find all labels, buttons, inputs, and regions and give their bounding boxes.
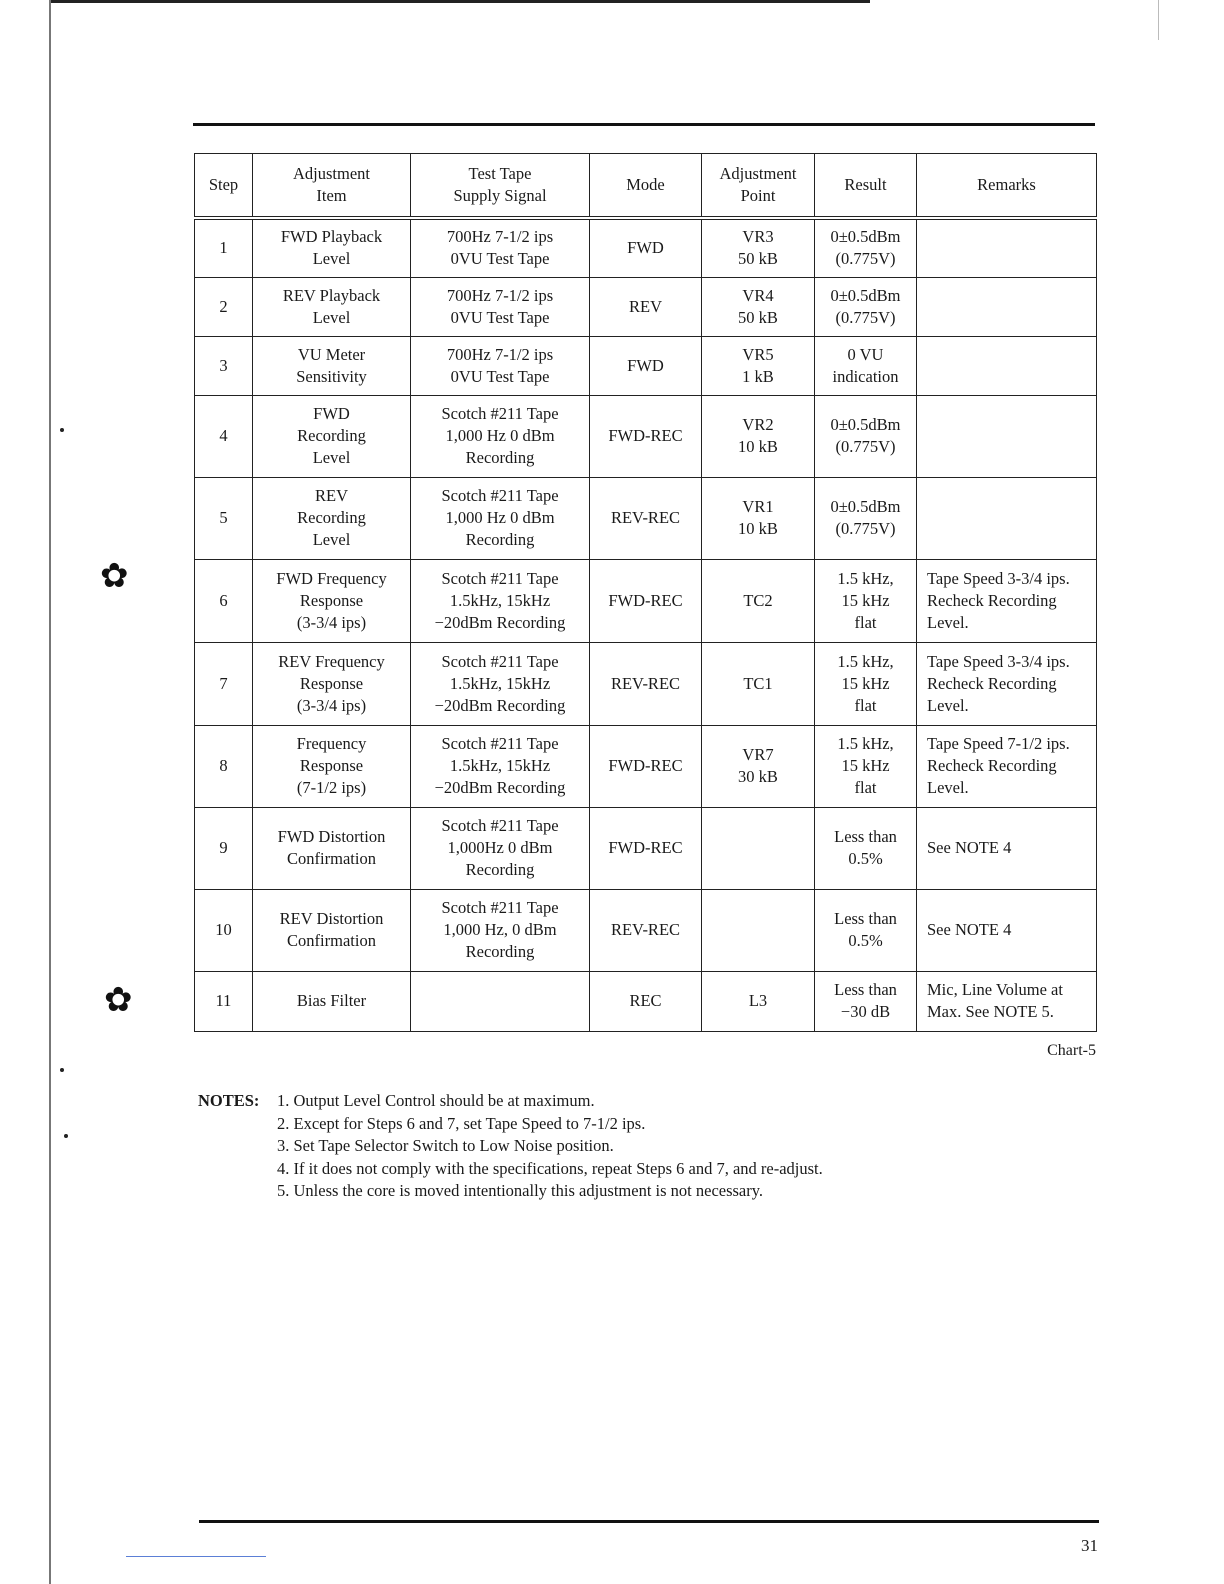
item-cell: REV Recording Level	[253, 477, 411, 559]
point-cell: VR3 50 kB	[702, 218, 815, 277]
result-cell: 1.5 kHz, 15 kHz flat	[815, 642, 917, 725]
mode-cell: FWD-REC	[590, 807, 702, 889]
page-number: 31	[1081, 1536, 1098, 1555]
remarks-cell: See NOTE 4	[917, 889, 1097, 971]
notes-list	[198, 1090, 823, 1203]
result-cell: Less than 0.5%	[815, 889, 917, 971]
signal-cell: 700Hz 7-1/2 ips 0VU Test Tape	[411, 336, 590, 395]
col-step-header: Step	[195, 154, 253, 219]
adjustment-chart	[194, 153, 1097, 1032]
remarks-cell: Tape Speed 3-3/4 ips. Recheck Recording Level.	[917, 559, 1097, 642]
result-cell: 1.5 kHz, 15 kHz flat	[815, 725, 917, 807]
item-cell: REV Playback Level	[253, 277, 411, 336]
remarks-cell	[917, 395, 1097, 477]
col-result-header: Result	[815, 154, 917, 219]
point-cell: VR1 10 kB	[702, 477, 815, 559]
col-point-header: Adjustment Point	[702, 154, 815, 219]
item-cell: REV Distortion Confirmation	[253, 889, 411, 971]
table-row	[195, 642, 1097, 725]
item-cell: REV Frequency Response (3-3/4 ips)	[253, 642, 411, 725]
step-cell: 5	[195, 477, 253, 559]
signal-cell: Scotch #211 Tape 1.5kHz, 15kHz −20dBm Recording	[411, 559, 590, 642]
remarks-cell	[917, 218, 1097, 277]
mode-cell: FWD	[590, 336, 702, 395]
mode-cell: FWD	[590, 218, 702, 277]
point-cell: TC2	[702, 559, 815, 642]
result-cell: 0±0.5dBm (0.775V)	[815, 218, 917, 277]
col-signal-header: Test Tape Supply Signal	[411, 154, 590, 219]
col-item-header: Adjustment Item	[253, 154, 411, 219]
result-cell: 0±0.5dBm (0.775V)	[815, 477, 917, 559]
mode-cell: REV-REC	[590, 889, 702, 971]
step-cell: 7	[195, 642, 253, 725]
table-row	[195, 336, 1097, 395]
result-cell: Less than −30 dB	[815, 971, 917, 1031]
col-remarks-header: Remarks	[917, 154, 1097, 219]
step-cell: 4	[195, 395, 253, 477]
item-cell: Frequency Response (7-1/2 ips)	[253, 725, 411, 807]
signal-cell: Scotch #211 Tape 1,000 Hz 0 dBm Recording	[411, 477, 590, 559]
notes-section	[198, 1090, 823, 1203]
table-row	[195, 971, 1097, 1031]
signal-cell: 700Hz 7-1/2 ips 0VU Test Tape	[411, 218, 590, 277]
scan-edge-left	[49, 0, 51, 1584]
chart-label: Chart-5	[1047, 1042, 1096, 1059]
remarks-cell	[917, 477, 1097, 559]
ink-blot-icon: ✿	[104, 982, 133, 1019]
item-cell: FWD Playback Level	[253, 218, 411, 277]
point-cell: VR5 1 kB	[702, 336, 815, 395]
item-cell: FWD Frequency Response (3-3/4 ips)	[253, 559, 411, 642]
scan-speck	[60, 428, 64, 432]
remarks-cell: Tape Speed 7-1/2 ips. Recheck Recording Level.	[917, 725, 1097, 807]
col-mode-header: Mode	[590, 154, 702, 219]
ink-blot-icon: ✿	[100, 558, 129, 595]
remarks-cell: Tape Speed 3-3/4 ips. Recheck Recording Level.	[917, 642, 1097, 725]
item-cell: VU Meter Sensitivity	[253, 336, 411, 395]
item-cell: FWD Recording Level	[253, 395, 411, 477]
result-cell: 1.5 kHz, 15 kHz flat	[815, 559, 917, 642]
step-cell: 9	[195, 807, 253, 889]
result-cell: 0±0.5dBm (0.775V)	[815, 395, 917, 477]
bottom-rule	[199, 1520, 1099, 1523]
mode-cell: FWD-REC	[590, 395, 702, 477]
step-cell: 11	[195, 971, 253, 1031]
step-cell: 3	[195, 336, 253, 395]
point-cell	[702, 807, 815, 889]
note-item: 1. Output Level Control should be at maximum.	[277, 1091, 595, 1110]
step-cell: 8	[195, 725, 253, 807]
notes-title: NOTES:	[198, 1091, 260, 1110]
step-cell: 2	[195, 277, 253, 336]
note-item: 4. If it does not comply with the specifications, repeat Steps 6 and 7, and re-adjust.	[277, 1158, 823, 1178]
scan-edge-right	[1158, 0, 1159, 40]
remarks-cell: See NOTE 4	[917, 807, 1097, 889]
mode-cell: REC	[590, 971, 702, 1031]
table-row	[195, 395, 1097, 477]
header-row	[195, 154, 1097, 219]
item-cell: Bias Filter	[253, 971, 411, 1031]
item-cell: FWD Distortion Confirmation	[253, 807, 411, 889]
remarks-cell	[917, 336, 1097, 395]
signal-cell	[411, 971, 590, 1031]
signal-cell: Scotch #211 Tape 1,000Hz 0 dBm Recording	[411, 807, 590, 889]
table-row	[195, 218, 1097, 277]
mode-cell: REV-REC	[590, 642, 702, 725]
result-cell: 0±0.5dBm (0.775V)	[815, 277, 917, 336]
top-rule	[193, 123, 1095, 126]
signal-cell: Scotch #211 Tape 1,000 Hz, 0 dBm Recording	[411, 889, 590, 971]
note-item: 2. Except for Steps 6 and 7, set Tape Speed to 7-1/2 ips.	[277, 1113, 646, 1133]
point-cell: L3	[702, 971, 815, 1031]
remarks-cell: Mic, Line Volume at Max. See NOTE 5.	[917, 971, 1097, 1031]
signal-cell: Scotch #211 Tape 1,000 Hz 0 dBm Recording	[411, 395, 590, 477]
table-row	[195, 725, 1097, 807]
table-row	[195, 559, 1097, 642]
point-cell: VR4 50 kB	[702, 277, 815, 336]
scan-edge-top	[50, 0, 870, 3]
table-row	[195, 807, 1097, 889]
note-item: 5. Unless the core is moved intentionally this adjustment is not necessary.	[277, 1181, 764, 1200]
point-cell	[702, 889, 815, 971]
table-row	[195, 477, 1097, 559]
remarks-cell	[917, 277, 1097, 336]
point-cell: TC1	[702, 642, 815, 725]
signal-cell: 700Hz 7-1/2 ips 0VU Test Tape	[411, 277, 590, 336]
step-cell: 6	[195, 559, 253, 642]
mode-cell: FWD-REC	[590, 559, 702, 642]
note-item: 3. Set Tape Selector Switch to Low Noise position.	[277, 1136, 614, 1155]
mode-cell: REV-REC	[590, 477, 702, 559]
scan-speck	[60, 1068, 64, 1072]
table-row	[195, 889, 1097, 971]
signal-cell: Scotch #211 Tape 1.5kHz, 15kHz −20dBm Recording	[411, 725, 590, 807]
scan-blue-line	[126, 1556, 266, 1557]
scan-speck	[64, 1134, 68, 1138]
table-row	[195, 277, 1097, 336]
result-cell: Less than 0.5%	[815, 807, 917, 889]
step-cell: 1	[195, 218, 253, 277]
step-cell: 10	[195, 889, 253, 971]
mode-cell: REV	[590, 277, 702, 336]
mode-cell: FWD-REC	[590, 725, 702, 807]
signal-cell: Scotch #211 Tape 1.5kHz, 15kHz −20dBm Recording	[411, 642, 590, 725]
result-cell: 0 VU indication	[815, 336, 917, 395]
point-cell: VR2 10 kB	[702, 395, 815, 477]
point-cell: VR7 30 kB	[702, 725, 815, 807]
